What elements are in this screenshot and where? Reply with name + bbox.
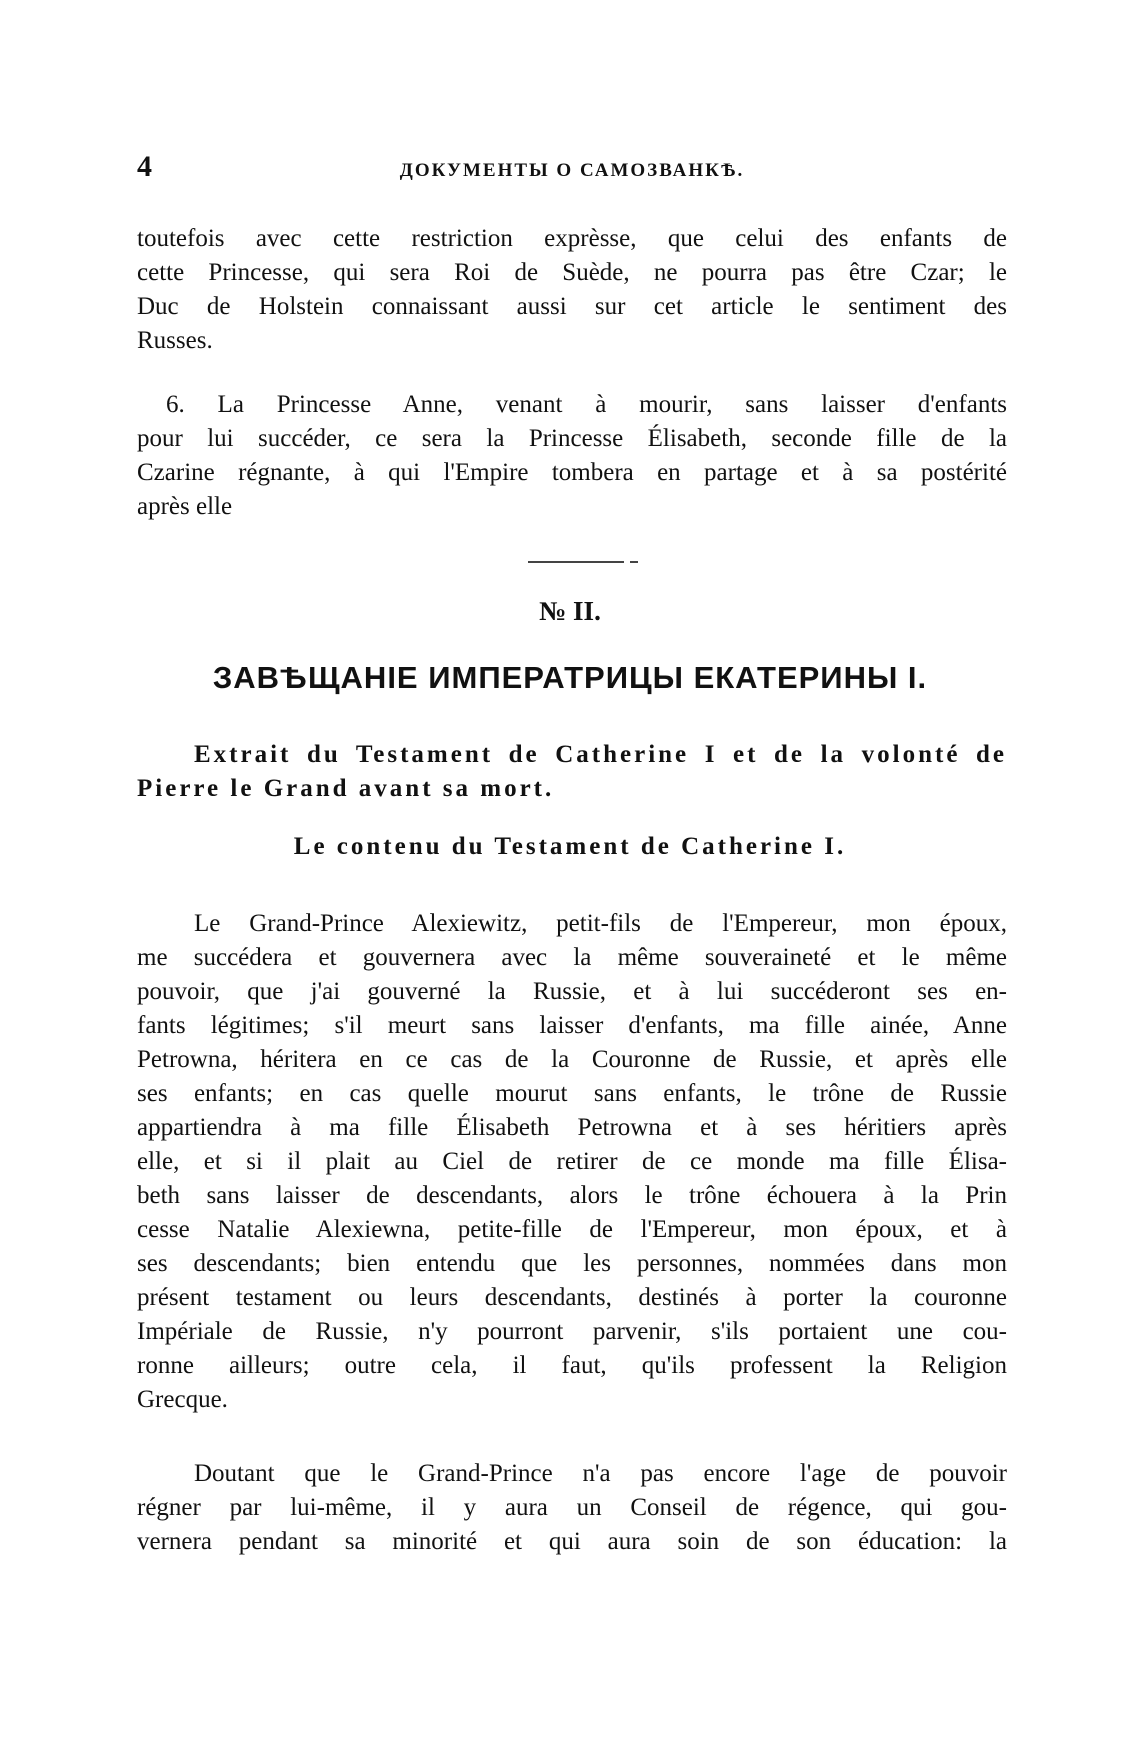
text-line: après elle	[137, 493, 233, 520]
text-line: cesse Natalie Alexiewna, petite-fille de l'Empereur, mon époux, et à	[137, 1216, 1007, 1243]
text-line: appartiendra à ma fille Élisabeth Petrowna et à ses héritiers après	[137, 1114, 1007, 1141]
text-line: régner par lui-même, il y aura un Conseil de régence, qui gou-	[137, 1494, 1007, 1521]
paragraph-testament	[137, 907, 1007, 1417]
text-line: fants légitimes; s'il meurt sans laisser d'enfants, ma fille ainée, Anne	[137, 1012, 1007, 1039]
text-line: ses enfants; en cas quelle mourut sans enfants, le trône de Russie	[137, 1080, 1007, 1107]
text-line: toutefois avec cette restriction exprèsse, que celui des enfants de	[137, 225, 1007, 252]
document-number: № II.	[539, 596, 601, 626]
paragraph-regency	[137, 1457, 1007, 1559]
section-divider	[528, 561, 624, 563]
document-intro	[137, 738, 1007, 806]
page-number: 4	[137, 150, 152, 183]
text-line: pouvoir, que j'ai gouverné la Russie, et à lui succéderont ses en-	[137, 978, 1007, 1005]
text-line: beth sans laisser de descendants, alors le trône échouera à la Prin	[137, 1182, 1007, 1209]
text-line: Russes.	[137, 327, 213, 354]
section-subheading: Le contenu du Testament de Catherine I.	[293, 833, 847, 860]
text-line: Duc de Holstein connaissant aussi sur cet article le sentiment des	[137, 293, 1007, 320]
paragraph-article-6	[137, 388, 1007, 524]
text-line: Le Grand-Prince Alexiewitz, petit-fils de l'Empereur, mon époux,	[194, 910, 1007, 937]
text-line: me succédera et gouvernera avec la même souveraineté et le même	[137, 944, 1007, 971]
text-line: pour lui succéder, ce sera la Princesse Élisabeth, seconde fille de la	[137, 425, 1007, 452]
text-line: présent testament ou leurs descendants, destinés à porter la couronne	[137, 1284, 1007, 1311]
text-line: ronne ailleurs; outre cela, il faut, qu'ils professent la Religion	[137, 1352, 1007, 1379]
text-line: cette Princesse, qui sera Roi de Suède, ne pourra pas être Czar; le	[137, 259, 1007, 286]
document-title: ЗАВѢЩАНІЕ ИМПЕРАТРИЦЫ ЕКАТЕРИНЫ I.	[212, 660, 928, 695]
text-line: Extrait du Testament de Catherine I et de la volonté de	[194, 741, 1007, 768]
text-line: vernera pendant sa minorité et qui aura soin de son éducation: la	[137, 1528, 1007, 1555]
page-header	[137, 150, 1007, 190]
text-line: Pierre le Grand avant sa mort.	[137, 775, 555, 802]
text-line: Czarine régnante, à qui l'Empire tombera en partage et à sa postérité	[137, 459, 1007, 486]
paragraph-restriction	[137, 222, 1007, 358]
text-line: ses descendants; bien entendu que les personnes, nommées dans mon	[137, 1250, 1007, 1277]
text-line: 6. La Princesse Anne, venant à mourir, sans laisser d'enfants	[166, 391, 1007, 418]
running-title: ДОКУМЕНТЫ О САМОЗВАНКѢ.	[399, 160, 745, 181]
text-line: Doutant que le Grand-Prince n'a pas encore l'age de pouvoir	[194, 1460, 1007, 1487]
text-line: elle, et si il plait au Ciel de retirer de ce monde ma fille Élisa-	[137, 1148, 1007, 1175]
text-line: Impériale de Russie, n'y pourront parvenir, s'ils portaient une cou-	[137, 1318, 1007, 1345]
text-line: Petrowna, héritera en ce cas de la Couronne de Russie, et après elle	[137, 1046, 1007, 1073]
text-line: Grecque.	[137, 1386, 228, 1413]
